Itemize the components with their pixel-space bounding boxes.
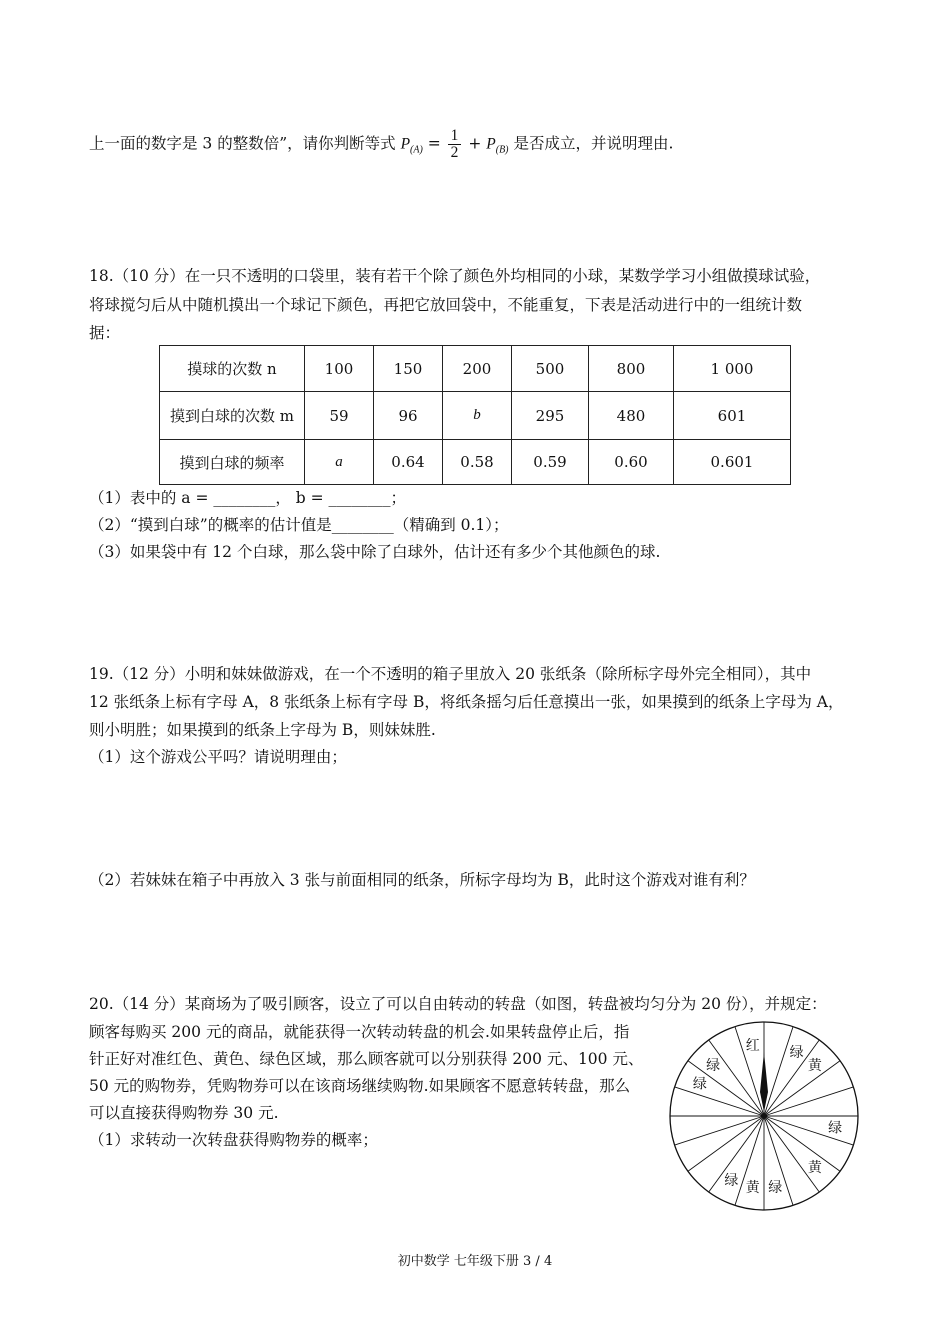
- subscript-b: (B): [495, 144, 509, 156]
- spinner-pointer: [760, 1052, 768, 1112]
- page-footer: 初中数学 七年级下册 3 / 4: [397, 1254, 553, 1269]
- wheel-sector-line: [675, 1116, 764, 1145]
- q19-sub-2: （2）若妹妹在箱子中再放入 3 张与前面相同的纸条，所标字母均为 B，此时这个游戏对谁有利？: [89, 871, 755, 889]
- q20-line-5: 可以直接获得购物券 30 元.: [89, 1104, 279, 1122]
- wheel-sector-line: [764, 1061, 840, 1116]
- statistics-table: [159, 345, 791, 485]
- table-cell: 480: [589, 392, 674, 440]
- wheel-label: 绿: [828, 1120, 843, 1137]
- table-row: [160, 440, 791, 485]
- table-cell: 601: [674, 392, 791, 440]
- table-cell: 0.64: [374, 440, 443, 485]
- wheel-sector-line: [675, 1087, 764, 1116]
- table-cell: 0.601: [674, 440, 791, 485]
- table-cell: 295: [512, 392, 589, 440]
- q18-sub-3: （3）如果袋中有 12 个白球，那么袋中除了白球外，估计还有多少个其他颜色的球.: [89, 543, 661, 561]
- q17-tail-line: [89, 128, 673, 161]
- spinner-wheel: [668, 1020, 860, 1212]
- fraction-numerator: 1: [448, 128, 462, 145]
- fraction-one-half: [448, 128, 462, 161]
- table-cell: 0.58: [443, 440, 512, 485]
- table-cell: 0.59: [512, 440, 589, 485]
- wheel-label: 黄: [745, 1180, 760, 1197]
- table-cell: 500: [512, 346, 589, 392]
- subscript-a: (A): [410, 144, 423, 156]
- wheel-label: 绿: [706, 1058, 721, 1075]
- q20-line-1: 20.（14 分）某商场为了吸引顾客，设立了可以自由转动的转盘（如图，转盘被均匀分为 20 份），并规定：: [89, 995, 827, 1013]
- q18-line-2: 将球搅匀后从中随机摸出一个球记下颜色，再把它放回袋中，不能重复，下表是活动进行中的一组统计数: [89, 296, 803, 314]
- wheel-label: 绿: [724, 1173, 739, 1190]
- table-cell: 0.60: [589, 440, 674, 485]
- table-cell: b: [443, 392, 512, 440]
- wheel-label: 黄: [807, 1159, 822, 1176]
- wheel-label: 绿: [789, 1044, 804, 1061]
- fraction-denominator: 2: [450, 144, 459, 161]
- q20-line-3: 针正好对准红色、黄色、绿色区域，那么顾客就可以分别获得 200 元、100 元、: [89, 1050, 644, 1068]
- p-symbol-a: P: [400, 135, 411, 153]
- wheel-label: 黄: [807, 1058, 822, 1075]
- table-row: [160, 392, 791, 440]
- table-cell: 100: [305, 346, 374, 392]
- wheel-label: 绿: [768, 1180, 783, 1197]
- q20-line-4: 50 元的购物券，凭购物券可以在该商场继续购物.如果顾客不愿意转转盘，那么: [89, 1077, 631, 1095]
- table-cell: 59: [305, 392, 374, 440]
- table-row: [160, 346, 791, 392]
- q19-line-2: 12 张纸条上标有字母 A，8 张纸条上标有字母 B，将纸条摇匀后任意摸出一张，如果摸到的纸条上字母为 A，: [89, 693, 844, 711]
- plus-sign: +: [463, 134, 487, 153]
- q18-line-3: 据：: [89, 324, 121, 342]
- wheel-sector-line: [764, 1027, 793, 1116]
- wheel-sector-line: [688, 1116, 764, 1171]
- p-symbol-b: P: [486, 135, 496, 153]
- table-cell: 96: [374, 392, 443, 440]
- table-cell: a: [305, 440, 374, 485]
- q18-line-1: 18.（10 分）在一只不透明的口袋里，装有若干个除了颜色外均相同的小球，某数学学习小组做摸球试验，: [89, 267, 821, 285]
- q19-line-1: 19.（12 分）小明和妹妹做游戏，在一个不透明的箱子里放入 20 张纸条（除所标字母外完全相同），其中: [89, 665, 812, 683]
- q18-sub-2: （2）“摸到白球”的概率的估计值是________（精确到 0.1）；: [89, 516, 509, 534]
- wheel-center: [762, 1114, 767, 1119]
- wheel-sector-line: [764, 1087, 853, 1116]
- table-cell: 800: [589, 346, 674, 392]
- q19-sub-1: （1）这个游戏公平吗？请说明理由；: [89, 748, 347, 766]
- q20-sub-1: （1）求转动一次转盘获得购物券的概率；: [89, 1131, 378, 1149]
- table-cell: 摸到白球的次数 m: [160, 392, 305, 440]
- q17-text-before: 上一面的数字是 3 的整数倍”，请你判断等式: [89, 134, 401, 153]
- table-cell: 150: [374, 346, 443, 392]
- q17-text-after: 是否成立，并说明理由.: [508, 134, 674, 153]
- equals-sign: =: [422, 134, 446, 153]
- table-cell: 1 000: [674, 346, 791, 392]
- table-cell: 200: [443, 346, 512, 392]
- table-cell: 摸到白球的频率: [160, 440, 305, 485]
- q20-line-2: 顾客每购买 200 元的商品，就能获得一次转动转盘的机会.如果转盘停止后，指: [89, 1023, 630, 1041]
- wheel-label: 红: [745, 1037, 760, 1054]
- q19-line-3: 则小明胜；如果摸到的纸条上字母为 B，则妹妹胜.: [89, 721, 436, 739]
- table-cell: 摸球的次数 n: [160, 346, 305, 392]
- wheel-label: 绿: [692, 1076, 707, 1093]
- q18-sub-1: （1）表中的 a = ________， b = ________；: [89, 489, 407, 507]
